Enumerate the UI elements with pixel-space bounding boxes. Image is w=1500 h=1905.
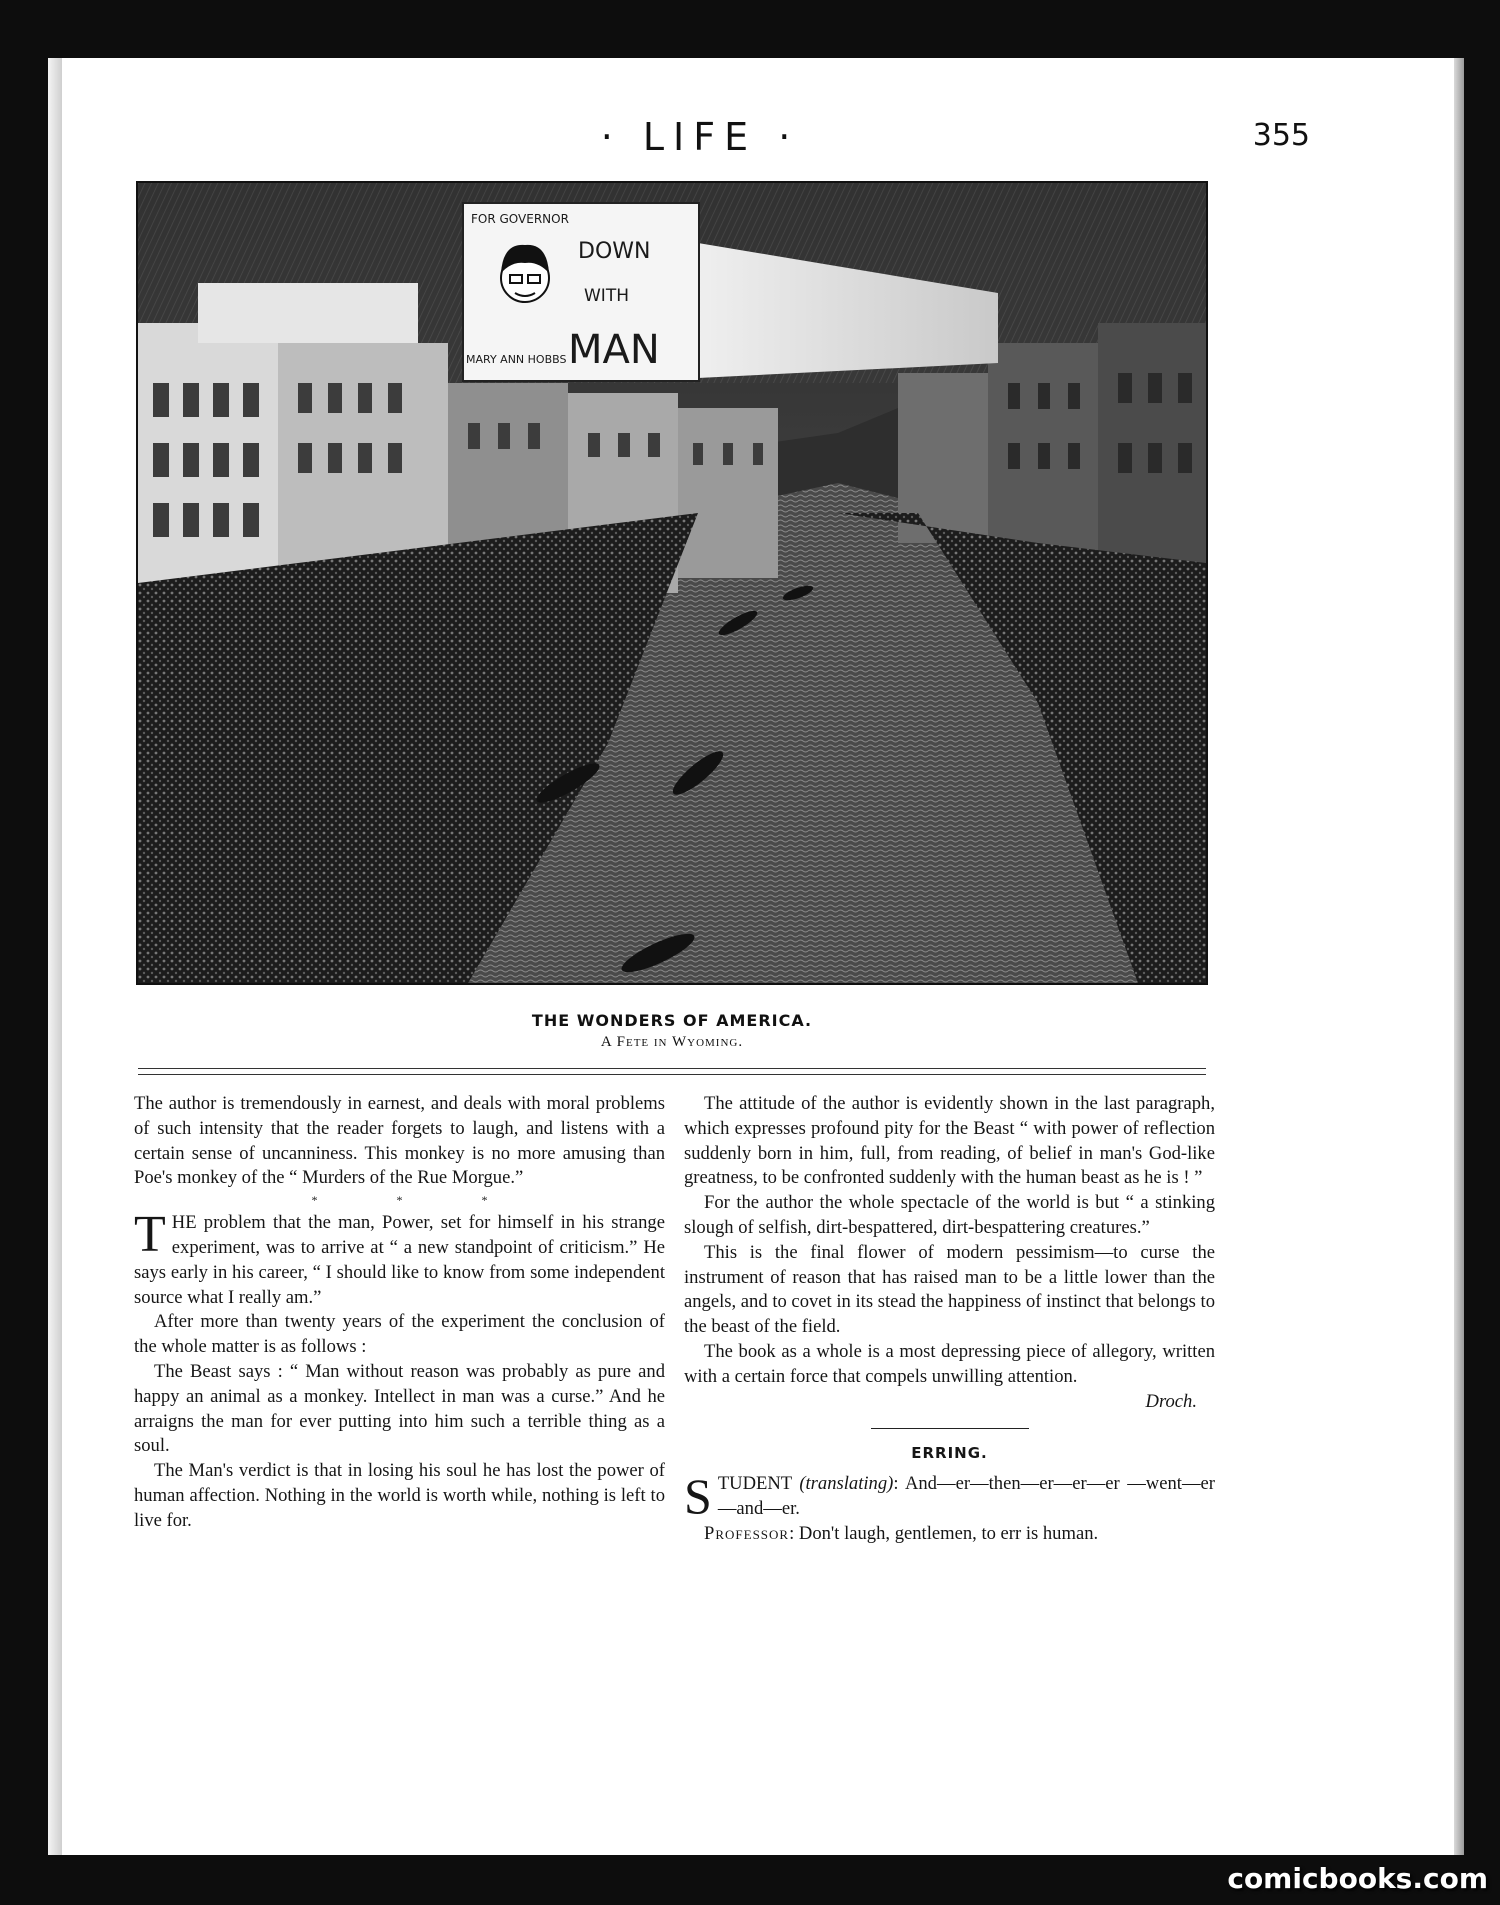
paragraph: For the author the whole spectacle of the world is but “ a stinking slough of selfish, dirt-bespattered, dirt-bespattering creatures.”: [684, 1192, 1215, 1238]
caption-subtitle: A Fete in Wyoming.: [600, 1034, 744, 1050]
speaker-student: TUDENT: [717, 1473, 792, 1495]
banner-slogan-with: WITH: [584, 286, 629, 306]
drop-cap: S: [684, 1468, 712, 1525]
paragraph: The Beast says : “ Man without reason was probably as pure and happy an animal as a monkey. Intellect in man was a curse.” And he arraigns the man for ever putting into him such a terrible thing as a soul.: [134, 1360, 665, 1457]
banner-candidate-name: MARY ANN HOBBS: [466, 353, 567, 366]
student-line: [684, 1468, 1215, 1525]
banner-for-governor: FOR GOVERNOR: [471, 212, 569, 226]
paragraph: This is the final flower of modern pessimism—to curse the instrument of reason that has raised man to be a little lower than the angels, and to covet in its stead the happiness of instinct that belongs to the beast of the field.: [684, 1241, 1215, 1338]
drop-cap: T: [134, 1206, 166, 1264]
masthead-title: · LIFE ·: [600, 115, 800, 159]
joke-title: ERRING.: [911, 1444, 988, 1463]
left-text-column: [134, 1092, 665, 1534]
page-spine-left: [48, 58, 62, 1855]
page-number: 355: [1252, 118, 1310, 153]
canal-fete-illustration: [136, 181, 1208, 985]
student-dialogue: : And—er—then—er—er—er —went—er—and—er.: [717, 1473, 1215, 1519]
paragraph-with-dropcap: [134, 1206, 665, 1310]
site-watermark: comicbooks.com: [1227, 1862, 1488, 1895]
paragraph-text: HE problem that the man, Power, set for himself in his strange experiment, was to arrive at “ a new standpoint of criticism.” He says early in his career, “ I should like to know from some independent source what I really am.”: [134, 1212, 665, 1308]
illustration-engraving: [138, 183, 1206, 983]
caption-title: THE WONDERS OF AMERICA.: [531, 1011, 813, 1030]
page-edge-right: [1454, 58, 1464, 1855]
double-rule-divider: [138, 1068, 1206, 1075]
paragraph: The author is tremendously in earnest, and deals with moral problems of such intensity that the reader forgets to laugh, and listens with a certain sense of uncanniness. This monkey is no more amusing than Poe's monkey of the “ Murders of the Rue Morgue.”: [134, 1093, 665, 1189]
right-text-column: [684, 1092, 1215, 1547]
professor-dialogue: : Don't laugh, gentlemen, to err is human.: [789, 1522, 1099, 1544]
speaker-professor: Professor: [704, 1522, 790, 1544]
stage-direction: (translating): [799, 1473, 894, 1495]
paragraph: The attitude of the author is evidently shown in the last paragraph, which expresses profound pity for the Beast “ with power of reflection suddenly born in him, full, from reading, of belief in man's God-like greatness, to be confronted suddenly with the human beast as he is ! ”: [684, 1093, 1215, 1189]
short-rule-divider: [871, 1428, 1029, 1429]
professor-line: [684, 1522, 1215, 1547]
paragraph: After more than twenty years of the experiment the conclusion of the whole matter is as follows :: [134, 1311, 665, 1358]
candidate-portrait: [501, 245, 549, 302]
author-signature: Droch.: [1145, 1390, 1197, 1412]
paragraph: The book as a whole is a most depressing piece of allegory, written with a certain force that compels unwilling attention.: [684, 1340, 1215, 1387]
banner-slogan-man: MAN: [568, 327, 660, 373]
paragraph: The Man's verdict is that in losing his soul he has lost the power of human affection. Nothing in the world is worth while, nothing is left to live for.: [134, 1460, 665, 1531]
banner-slogan-down: DOWN: [578, 239, 651, 264]
section-break-stars: * * *: [311, 1193, 526, 1208]
